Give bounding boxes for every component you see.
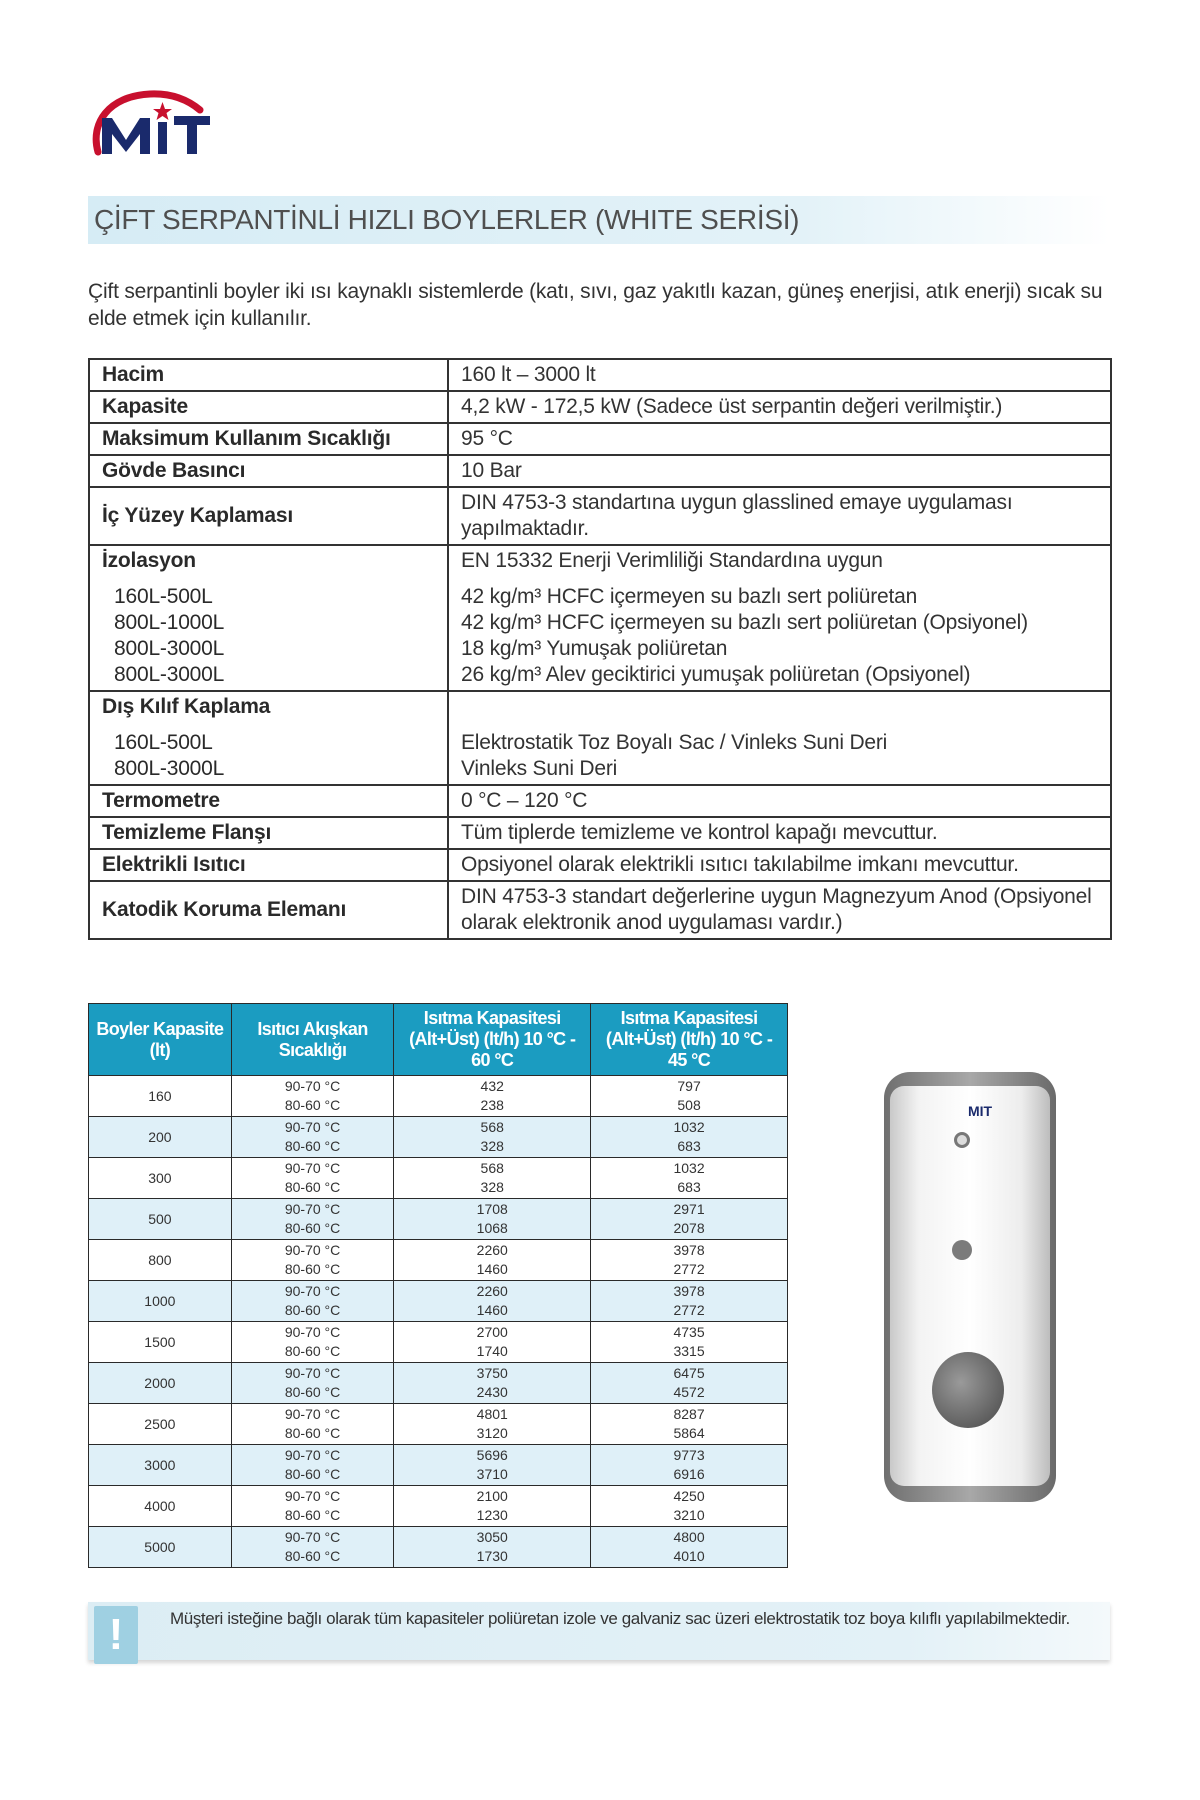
spec-row-kilif <box>89 691 1111 785</box>
row-capacity-45 <box>591 1240 788 1281</box>
temp-low: 80-60 °C <box>284 1343 341 1359</box>
row-temperatures <box>231 1486 394 1527</box>
row-capacity-60 <box>394 1486 591 1527</box>
spec-label: İç Yüzey Kaplaması <box>89 487 448 545</box>
spec-row-isitici <box>89 849 1111 881</box>
value-high: 1708 <box>476 1201 508 1217</box>
value-high: 797 <box>677 1078 701 1094</box>
row-capacity-60 <box>394 1117 591 1158</box>
kilif-desc: Elektrostatik Toz Boyalı Sac / Vinleks Suni Deri <box>461 731 888 754</box>
header-kapasite-45: Isıtma Kapasitesi (Alt+Üst) (lt/h) 10 °C - 45 °C <box>591 1004 788 1076</box>
spec-table <box>88 358 1112 940</box>
spec-label: İzolasyon <box>102 549 196 572</box>
temp-low: 80-60 °C <box>284 1138 341 1154</box>
temp-high: 90-70 °C <box>284 1529 341 1545</box>
value-high: 2971 <box>673 1201 705 1217</box>
spec-value-cell <box>448 691 1111 785</box>
value-low: 4010 <box>673 1548 705 1564</box>
row-capacity-60 <box>394 1363 591 1404</box>
kilif-desc: Vinleks Suni Deri <box>461 757 618 780</box>
info-note <box>88 1602 1110 1660</box>
value-low: 1230 <box>476 1507 508 1523</box>
value-high: 6475 <box>673 1365 705 1381</box>
table-row <box>89 1199 788 1240</box>
row-capacity-60 <box>394 1527 591 1568</box>
row-capacity: 4000 <box>89 1486 232 1527</box>
row-temperatures <box>231 1281 394 1322</box>
capacity-header-row <box>89 1004 788 1076</box>
row-capacity-60 <box>394 1076 591 1117</box>
row-capacity-45 <box>591 1117 788 1158</box>
temp-low: 80-60 °C <box>284 1548 341 1564</box>
value-high: 3978 <box>673 1242 705 1258</box>
value-high: 1032 <box>673 1160 705 1176</box>
value-low: 2772 <box>673 1302 705 1318</box>
temp-high: 90-70 °C <box>284 1242 341 1258</box>
temp-high: 90-70 °C <box>284 1324 341 1340</box>
page-title: ÇİFT SERPANTİNLİ HIZLI BOYLERLER (WHITE SERİSİ) <box>94 204 800 235</box>
temp-high: 90-70 °C <box>284 1365 341 1381</box>
spec-label: Elektrikli Isıtıcı <box>89 849 448 881</box>
row-capacity: 200 <box>89 1117 232 1158</box>
value-high: 568 <box>480 1119 504 1135</box>
temp-low: 80-60 °C <box>284 1220 341 1236</box>
row-capacity: 800 <box>89 1240 232 1281</box>
izolasyon-size: 800L-1000L <box>114 611 225 634</box>
kilif-size: 160L-500L <box>114 731 213 754</box>
row-temperatures <box>231 1445 394 1486</box>
temp-low: 80-60 °C <box>284 1384 341 1400</box>
table-row <box>89 1445 788 1486</box>
row-capacity-60 <box>394 1199 591 1240</box>
mit-logo <box>88 88 218 168</box>
temp-low: 80-60 °C <box>284 1466 341 1482</box>
table-row <box>89 1404 788 1445</box>
value-low: 2078 <box>673 1220 705 1236</box>
row-capacity: 5000 <box>89 1527 232 1568</box>
value-low: 238 <box>480 1097 504 1113</box>
spec-label-cell <box>89 691 448 785</box>
value-low: 683 <box>677 1179 701 1195</box>
row-capacity-60 <box>394 1240 591 1281</box>
value-high: 568 <box>480 1160 504 1176</box>
spec-value: 95 °C <box>448 423 1111 455</box>
value-low: 1740 <box>476 1343 508 1359</box>
spec-label: Kapasite <box>89 391 448 423</box>
value-high: 2100 <box>476 1488 508 1504</box>
spec-label: Maksimum Kullanım Sıcaklığı <box>89 423 448 455</box>
temp-low: 80-60 °C <box>284 1302 341 1318</box>
izolasyon-size: 800L-3000L <box>114 663 225 686</box>
row-capacity: 1500 <box>89 1322 232 1363</box>
value-high: 2260 <box>476 1242 508 1258</box>
exclamation-icon: ! <box>94 1606 138 1664</box>
value-high: 4735 <box>673 1324 705 1340</box>
temp-high: 90-70 °C <box>284 1119 341 1135</box>
row-capacity-45 <box>591 1158 788 1199</box>
row-temperatures <box>231 1363 394 1404</box>
value-low: 2772 <box>673 1261 705 1277</box>
row-temperatures <box>231 1404 394 1445</box>
spec-value: 0 °C – 120 °C <box>448 785 1111 817</box>
row-capacity-45 <box>591 1486 788 1527</box>
value-high: 8287 <box>673 1406 705 1422</box>
value-low: 3710 <box>476 1466 508 1482</box>
spec-row-katodik <box>89 881 1111 939</box>
spec-label: Dış Kılıf Kaplama <box>102 695 271 718</box>
spec-row-kapasite <box>89 391 1111 423</box>
value-low: 4572 <box>673 1384 705 1400</box>
izolasyon-desc: 42 kg/m³ HCFC içermeyen su bazlı sert poliüretan <box>461 585 918 608</box>
spec-row-basinc <box>89 455 1111 487</box>
temp-high: 90-70 °C <box>284 1078 341 1094</box>
row-capacity: 3000 <box>89 1445 232 1486</box>
temp-high: 90-70 °C <box>284 1160 341 1176</box>
row-capacity-45 <box>591 1445 788 1486</box>
value-low: 3210 <box>673 1507 705 1523</box>
spec-value: DIN 4753-3 standart değerlerine uygun Magnezyum Anod (Opsiyonel olarak elektronik anod uygulaması vardır.) <box>448 881 1111 939</box>
value-high: 5696 <box>476 1447 508 1463</box>
row-capacity-45 <box>591 1363 788 1404</box>
value-low: 1460 <box>476 1261 508 1277</box>
spec-row-kaplama <box>89 487 1111 545</box>
temp-high: 90-70 °C <box>284 1406 341 1422</box>
value-low: 683 <box>677 1138 701 1154</box>
table-row <box>89 1117 788 1158</box>
spec-label: Termometre <box>89 785 448 817</box>
value-low: 328 <box>480 1179 504 1195</box>
row-capacity: 500 <box>89 1199 232 1240</box>
izolasyon-desc: 42 kg/m³ HCFC içermeyen su bazlı sert poliüretan (Opsiyonel) <box>461 611 1028 634</box>
header-boyler-kapasite: Boyler Kapasite (lt) <box>89 1004 232 1076</box>
table-row <box>89 1076 788 1117</box>
value-low: 508 <box>677 1097 701 1113</box>
izolasyon-size: 160L-500L <box>114 585 213 608</box>
spec-value: 4,2 kW - 172,5 kW (Sadece üst serpantin değeri verilmiştir.) <box>448 391 1111 423</box>
spec-value-cell <box>448 545 1111 691</box>
table-row <box>89 1363 788 1404</box>
value-high: 9773 <box>673 1447 705 1463</box>
spec-value: 160 lt – 3000 lt <box>448 359 1111 391</box>
izolasyon-desc: 18 kg/m³ Yumuşak poliüretan <box>461 637 728 660</box>
row-capacity-45 <box>591 1281 788 1322</box>
row-temperatures <box>231 1158 394 1199</box>
spec-value: DIN 4753-3 standartına uygun glasslined emaye uygulaması yapılmaktadır. <box>448 487 1111 545</box>
table-row <box>89 1322 788 1363</box>
row-capacity-60 <box>394 1445 591 1486</box>
row-capacity: 2000 <box>89 1363 232 1404</box>
temp-low: 80-60 °C <box>284 1507 341 1523</box>
spec-value: 10 Bar <box>448 455 1111 487</box>
row-temperatures <box>231 1322 394 1363</box>
boiler-brand-label: MIT <box>968 1103 993 1119</box>
row-capacity-60 <box>394 1281 591 1322</box>
row-capacity-45 <box>591 1404 788 1445</box>
value-low: 1460 <box>476 1302 508 1318</box>
spec-row-flans <box>89 817 1111 849</box>
row-temperatures <box>231 1117 394 1158</box>
temp-low: 80-60 °C <box>284 1261 341 1277</box>
capacity-table <box>88 1003 788 1568</box>
spec-value: Tüm tiplerde temizleme ve kontrol kapağı mevcuttur. <box>448 817 1111 849</box>
value-low: 1068 <box>476 1220 508 1236</box>
spec-label-cell <box>89 545 448 691</box>
value-low: 1730 <box>476 1548 508 1564</box>
value-high: 4801 <box>476 1406 508 1422</box>
row-capacity-60 <box>394 1158 591 1199</box>
value-high: 3750 <box>476 1365 508 1381</box>
kilif-size: 800L-3000L <box>114 757 225 780</box>
value-low: 3120 <box>476 1425 508 1441</box>
row-capacity: 160 <box>89 1076 232 1117</box>
table-row <box>89 1281 788 1322</box>
spec-row-termometre <box>89 785 1111 817</box>
row-capacity-60 <box>394 1404 591 1445</box>
spec-label: Katodik Koruma Elemanı <box>89 881 448 939</box>
value-low: 6916 <box>673 1466 705 1482</box>
spec-label: Temizleme Flanşı <box>89 817 448 849</box>
temp-high: 90-70 °C <box>284 1201 341 1217</box>
value-high: 3978 <box>673 1283 705 1299</box>
row-capacity-45 <box>591 1322 788 1363</box>
value-low: 328 <box>480 1138 504 1154</box>
boiler-product-image <box>880 1060 1060 1510</box>
temp-high: 90-70 °C <box>284 1488 341 1504</box>
row-capacity: 2500 <box>89 1404 232 1445</box>
temp-high: 90-70 °C <box>284 1447 341 1463</box>
value-high: 4800 <box>673 1529 705 1545</box>
table-row <box>89 1527 788 1568</box>
value-high: 2700 <box>476 1324 508 1340</box>
row-capacity-45 <box>591 1199 788 1240</box>
header-isitici-sicaklik: Isıtıcı Akışkan Sıcaklığı <box>231 1004 394 1076</box>
value-high: 3050 <box>476 1529 508 1545</box>
value-high: 4250 <box>673 1488 705 1504</box>
row-temperatures <box>231 1076 394 1117</box>
row-capacity: 1000 <box>89 1281 232 1322</box>
intro-paragraph: Çift serpantinli boyler iki ısı kaynaklı sistemlerde (katı, sıvı, gaz yakıtlı kazan, güneş enerjisi, atık enerji) sıcak su elde etmek için kullanılır. <box>88 280 1103 330</box>
value-high: 1032 <box>673 1119 705 1135</box>
row-temperatures <box>231 1527 394 1568</box>
value-high: 432 <box>480 1078 504 1094</box>
spec-label: Gövde Basıncı <box>89 455 448 487</box>
row-capacity: 300 <box>89 1158 232 1199</box>
row-capacity-45 <box>591 1527 788 1568</box>
temp-low: 80-60 °C <box>284 1425 341 1441</box>
value-low: 3315 <box>673 1343 705 1359</box>
value-low: 5864 <box>673 1425 705 1441</box>
row-capacity-45 <box>591 1076 788 1117</box>
row-capacity-60 <box>394 1322 591 1363</box>
spec-value: EN 15332 Enerji Verimliliği Standardına uygun <box>461 549 883 572</box>
table-row <box>89 1240 788 1281</box>
temp-low: 80-60 °C <box>284 1179 341 1195</box>
spec-value: Opsiyonel olarak elektrikli ısıtıcı takılabilme imkanı mevcuttur. <box>448 849 1111 881</box>
izolasyon-size: 800L-3000L <box>114 637 225 660</box>
izolasyon-desc: 26 kg/m³ Alev geciktirici yumuşak poliüretan (Opsiyonel) <box>461 663 971 686</box>
title-bar <box>88 196 1110 244</box>
spec-row-sicaklik <box>89 423 1111 455</box>
temp-high: 90-70 °C <box>284 1283 341 1299</box>
value-low: 2430 <box>476 1384 508 1400</box>
row-temperatures <box>231 1240 394 1281</box>
temp-low: 80-60 °C <box>284 1097 341 1113</box>
table-row <box>89 1486 788 1527</box>
header-kapasite-60: Isıtma Kapasitesi (Alt+Üst) (lt/h) 10 °C - 60 °C <box>394 1004 591 1076</box>
note-text: Müşteri isteğine bağlı olarak tüm kapasiteler poliüretan izole ve galvaniz sac üzeri elektrostatik toz boya kılıflı yapılabilmektedir. <box>170 1609 1070 1628</box>
table-row <box>89 1158 788 1199</box>
spec-row-hacim <box>89 359 1111 391</box>
spec-row-izolasyon <box>89 545 1111 691</box>
value-high: 2260 <box>476 1283 508 1299</box>
spec-label: Hacim <box>89 359 448 391</box>
row-temperatures <box>231 1199 394 1240</box>
